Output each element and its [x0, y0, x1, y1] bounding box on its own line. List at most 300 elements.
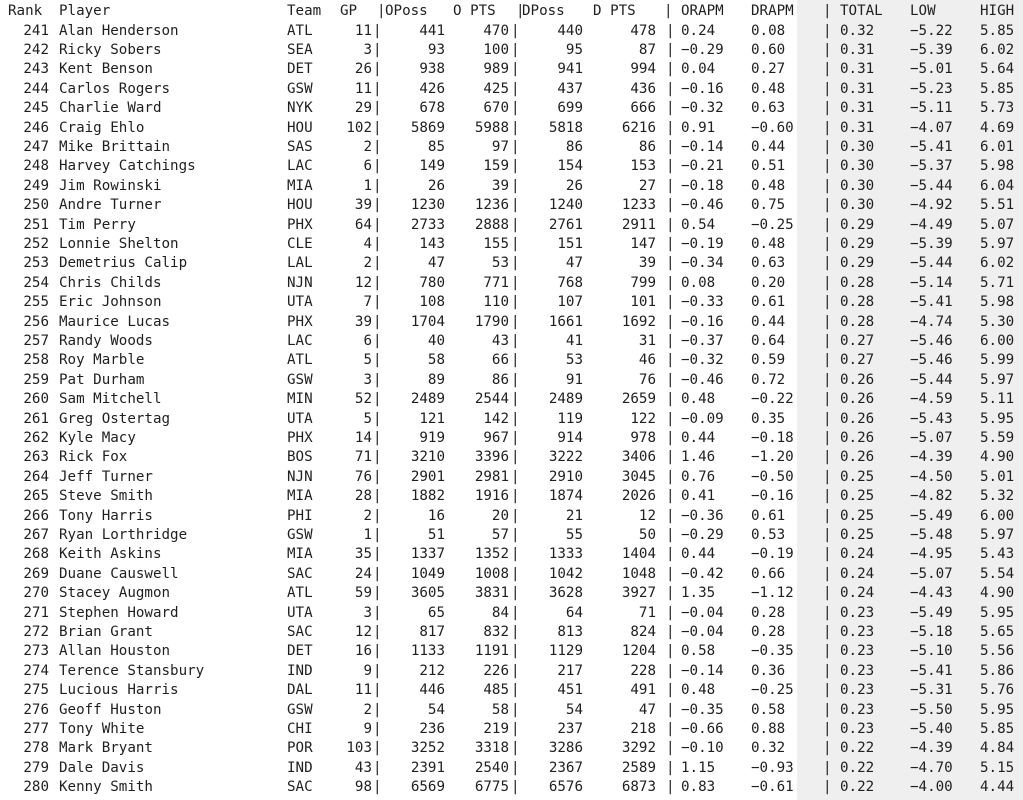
cell-low: −5.39	[910, 235, 953, 252]
separator-gp: |	[373, 449, 382, 466]
cell-dpts: 46	[638, 352, 656, 369]
separator-opts: |	[511, 779, 520, 796]
cell-dposs: 5818	[548, 119, 583, 136]
cell-rank: 260	[23, 391, 49, 408]
separator-opts: |	[511, 41, 520, 58]
cell-high: 6.02	[980, 255, 1015, 272]
cell-dpts: 31	[638, 332, 656, 349]
cell-player: Demetrius Calip	[59, 255, 188, 272]
cell-oposs: 16	[427, 507, 445, 524]
cell-oposs: 121	[419, 410, 445, 427]
cell-high: 6.04	[980, 177, 1015, 194]
cell-high: 5.85	[980, 80, 1015, 97]
cell-gp: 98	[354, 779, 372, 796]
cell-high: 6.01	[980, 138, 1015, 155]
cell-high: 6.00	[980, 332, 1015, 349]
separator-dpts: |	[666, 274, 675, 291]
cell-low: −5.10	[910, 643, 953, 660]
cell-dposs: 451	[557, 682, 583, 699]
cell-player: Lucious Harris	[59, 682, 179, 699]
separator-dpts: |	[666, 216, 675, 233]
table-row	[0, 584, 1023, 603]
cell-orapm: −0.46	[681, 197, 724, 214]
cell-low: −5.44	[910, 255, 953, 272]
cell-drapm: 0.28	[751, 604, 786, 621]
cell-oposs: 1230	[410, 197, 445, 214]
cell-opts: 1236	[474, 197, 509, 214]
cell-team: PHX	[287, 429, 313, 446]
cell-gp: 2	[363, 138, 372, 155]
cell-opts: 771	[483, 274, 509, 291]
separator-dpts: |	[666, 235, 675, 252]
cell-rank: 264	[23, 468, 49, 485]
cell-team: PHI	[287, 507, 313, 524]
cell-orapm: 0.44	[681, 546, 716, 563]
cell-dposs: 55	[565, 526, 583, 543]
cell-total: 0.22	[840, 740, 875, 757]
cell-opts: 3396	[474, 449, 509, 466]
cell-player: Stephen Howard	[59, 604, 179, 621]
cell-oposs: 1882	[410, 488, 445, 505]
separator-drapm: |	[823, 488, 832, 505]
cell-dposs: 91	[565, 371, 583, 388]
cell-team: IND	[287, 759, 313, 776]
cell-oposs: 919	[419, 429, 445, 446]
cell-total: 0.31	[840, 80, 875, 97]
table-row	[0, 99, 1023, 118]
cell-high: 5.15	[980, 759, 1015, 776]
cell-team: DET	[287, 643, 313, 660]
cell-orapm: −0.14	[681, 138, 724, 155]
cell-dposs: 914	[557, 429, 583, 446]
separator-opts: |	[511, 759, 520, 776]
cell-oposs: 212	[419, 662, 445, 679]
separator-opts: |	[511, 449, 520, 466]
cell-dpts: 1404	[621, 546, 656, 563]
table-row	[0, 604, 1023, 623]
cell-opts: 58	[491, 701, 509, 718]
table-row	[0, 642, 1023, 661]
cell-total: 0.29	[840, 255, 875, 272]
cell-low: −4.50	[910, 468, 953, 485]
cell-rank: 259	[23, 371, 49, 388]
cell-oposs: 2901	[410, 468, 445, 485]
cell-dpts: 39	[638, 255, 656, 272]
cell-low: −5.44	[910, 177, 953, 194]
cell-drapm: 0.27	[751, 61, 786, 78]
header-team: Team	[287, 3, 322, 19]
cell-rank: 279	[23, 759, 49, 776]
separator-opts: |	[511, 216, 520, 233]
cell-player: Roy Marble	[59, 352, 145, 369]
separator-gp: |	[373, 80, 382, 97]
cell-low: −4.49	[910, 216, 953, 233]
cell-orapm: −0.66	[681, 720, 724, 737]
cell-oposs: 65	[427, 604, 445, 621]
separator-opts: |	[511, 313, 520, 330]
cell-dposs: 107	[557, 294, 583, 311]
separator-drapm: |	[823, 41, 832, 58]
cell-opts: 425	[483, 80, 509, 97]
cell-gp: 52	[354, 391, 372, 408]
cell-opts: 3318	[474, 740, 509, 757]
cell-dposs: 64	[565, 604, 583, 621]
cell-orapm: −0.19	[681, 235, 724, 252]
cell-drapm: 0.28	[751, 623, 786, 640]
cell-player: Geoff Huston	[59, 701, 162, 718]
cell-team: SAS	[287, 138, 313, 155]
cell-gp: 1	[363, 177, 372, 194]
cell-drapm: −0.25	[751, 216, 794, 233]
cell-low: −5.01	[910, 61, 953, 78]
cell-opts: 66	[491, 352, 509, 369]
cell-player: Keith Askins	[59, 546, 162, 563]
cell-player: Duane Causwell	[59, 565, 179, 582]
cell-team: MIA	[287, 488, 313, 505]
separator-opts: |	[511, 22, 520, 39]
cell-rank: 248	[23, 158, 49, 175]
cell-dposs: 151	[557, 235, 583, 252]
cell-oposs: 938	[419, 61, 445, 78]
header-oposs: OPoss	[385, 3, 428, 19]
cell-low: −5.46	[910, 332, 953, 349]
cell-team: ATL	[287, 352, 313, 369]
cell-rank: 261	[23, 410, 49, 427]
separator-opts: |	[511, 158, 520, 175]
cell-opts: 832	[483, 623, 509, 640]
cell-low: −5.40	[910, 720, 953, 737]
cell-dpts: 101	[630, 294, 656, 311]
cell-player: Ryan Lorthridge	[59, 526, 188, 543]
separator-dpts: |	[666, 565, 675, 582]
cell-drapm: −0.16	[751, 488, 794, 505]
separator-gp: |	[373, 274, 382, 291]
cell-rank: 250	[23, 197, 49, 214]
cell-opts: 142	[483, 410, 509, 427]
separator-gp: |	[373, 371, 382, 388]
cell-high: 5.71	[980, 274, 1015, 291]
cell-dposs: 47	[565, 255, 583, 272]
separator-dpts: |	[666, 429, 675, 446]
cell-rank: 253	[23, 255, 49, 272]
cell-opts: 226	[483, 662, 509, 679]
cell-total: 0.22	[840, 779, 875, 796]
cell-player: Stacey Augmon	[59, 585, 171, 602]
table-row	[0, 274, 1023, 293]
cell-total: 0.32	[840, 22, 875, 39]
cell-dposs: 2367	[548, 759, 583, 776]
cell-drapm: 0.20	[751, 274, 786, 291]
cell-dpts: 47	[638, 701, 656, 718]
cell-orapm: −0.04	[681, 623, 724, 640]
header-total: TOTAL	[840, 3, 883, 19]
cell-oposs: 108	[419, 294, 445, 311]
cell-rank: 255	[23, 294, 49, 311]
cell-opts: 3831	[474, 585, 509, 602]
cell-team: SAC	[287, 623, 313, 640]
separator-dpts: |	[666, 138, 675, 155]
cell-drapm: −0.50	[751, 468, 794, 485]
cell-high: 5.11	[980, 391, 1015, 408]
separator-drapm: |	[823, 662, 832, 679]
cell-low: −5.37	[910, 158, 953, 175]
cell-oposs: 85	[427, 138, 445, 155]
table-row	[0, 507, 1023, 526]
cell-dposs: 2910	[548, 468, 583, 485]
separator-gp: |	[373, 604, 382, 621]
cell-gp: 1	[363, 526, 372, 543]
separator-opts: |	[511, 197, 520, 214]
cell-dpts: 666	[630, 100, 656, 117]
table-row	[0, 429, 1023, 448]
cell-team: LAC	[287, 158, 313, 175]
cell-opts: 39	[491, 177, 509, 194]
separator-drapm: |	[823, 313, 832, 330]
separator-gp: |	[373, 488, 382, 505]
cell-gp: 16	[354, 643, 372, 660]
cell-player: Harvey Catchings	[59, 158, 196, 175]
cell-dpts: 491	[630, 682, 656, 699]
cell-team: ATL	[287, 22, 313, 39]
cell-rank: 268	[23, 546, 49, 563]
separator-drapm: |	[823, 100, 832, 117]
cell-team: MIN	[287, 391, 313, 408]
separator-dpts: |	[666, 61, 675, 78]
cell-dpts: 3927	[621, 585, 656, 602]
cell-dpts: 86	[638, 138, 656, 155]
cell-dpts: 1692	[621, 313, 656, 330]
table-row	[0, 293, 1023, 312]
cell-player: Pat Durham	[59, 371, 145, 388]
table-row	[0, 390, 1023, 409]
separator-drapm: |	[823, 740, 832, 757]
cell-drapm: 0.48	[751, 177, 786, 194]
cell-total: 0.26	[840, 449, 875, 466]
cell-high: 5.59	[980, 429, 1015, 446]
separator-drapm: |	[823, 546, 832, 563]
cell-player: Jeff Turner	[59, 468, 153, 485]
separator-dpts: |	[666, 410, 675, 427]
cell-high: 5.51	[980, 197, 1015, 214]
cell-team: PHX	[287, 313, 313, 330]
cell-dposs: 2489	[548, 391, 583, 408]
cell-rank: 246	[23, 119, 49, 136]
separator-opts: |	[511, 119, 520, 136]
table-row	[0, 41, 1023, 60]
cell-rank: 269	[23, 565, 49, 582]
separator-drapm: |	[823, 565, 832, 582]
table-row	[0, 351, 1023, 370]
cell-dposs: 119	[557, 410, 583, 427]
separator-drapm: |	[823, 391, 832, 408]
separator-dpts: |	[666, 119, 675, 136]
separator-gp: |	[373, 119, 382, 136]
cell-dposs: 26	[565, 177, 583, 194]
cell-team: POR	[287, 740, 313, 757]
cell-high: 4.84	[980, 740, 1015, 757]
table-row	[0, 235, 1023, 254]
cell-opts: 989	[483, 61, 509, 78]
cell-drapm: 0.63	[751, 255, 786, 272]
cell-player: Kent Benson	[59, 61, 153, 78]
cell-oposs: 446	[419, 682, 445, 699]
separator-dpts: |	[666, 546, 675, 563]
cell-low: −5.48	[910, 526, 953, 543]
separator-gp: |	[373, 585, 382, 602]
cell-opts: 1352	[474, 546, 509, 563]
separator-dpts: |	[666, 177, 675, 194]
separator-drapm: |	[823, 585, 832, 602]
cell-gp: 59	[354, 585, 372, 602]
cell-dpts: 1204	[621, 643, 656, 660]
cell-player: Randy Woods	[59, 332, 153, 349]
separator-dpts: |	[666, 22, 675, 39]
cell-gp: 28	[354, 488, 372, 505]
cell-dposs: 237	[557, 720, 583, 737]
cell-gp: 7	[363, 294, 372, 311]
separator-gp: |	[373, 177, 382, 194]
cell-total: 0.31	[840, 41, 875, 58]
cell-oposs: 3210	[410, 449, 445, 466]
cell-high: 5.64	[980, 61, 1015, 78]
table-row	[0, 681, 1023, 700]
separator-gp: |	[373, 61, 382, 78]
cell-drapm: 0.44	[751, 138, 786, 155]
cell-drapm: 0.44	[751, 313, 786, 330]
cell-low: −4.74	[910, 313, 953, 330]
cell-drapm: 0.08	[751, 22, 786, 39]
separator-gp: |	[373, 235, 382, 252]
cell-opts: 967	[483, 429, 509, 446]
cell-gp: 3	[363, 371, 372, 388]
separator-dpts: |	[666, 526, 675, 543]
cell-rank: 244	[23, 80, 49, 97]
cell-oposs: 89	[427, 371, 445, 388]
cell-rank: 262	[23, 429, 49, 446]
table-row	[0, 623, 1023, 642]
cell-player: Kenny Smith	[59, 779, 153, 796]
separator-drapm: |	[823, 643, 832, 660]
cell-high: 5.30	[980, 313, 1015, 330]
cell-orapm: −0.32	[681, 100, 724, 117]
cell-high: 5.01	[980, 468, 1015, 485]
cell-orapm: −0.35	[681, 701, 724, 718]
cell-orapm: 0.41	[681, 488, 716, 505]
cell-dposs: 53	[565, 352, 583, 369]
separator-opts: |	[511, 546, 520, 563]
separator-dpts: |	[666, 643, 675, 660]
cell-opts: 110	[483, 294, 509, 311]
table-row	[0, 177, 1023, 196]
separator-opts: |	[511, 138, 520, 155]
cell-low: −5.49	[910, 507, 953, 524]
cell-team: UTA	[287, 604, 313, 621]
cell-dpts: 978	[630, 429, 656, 446]
cell-oposs: 817	[419, 623, 445, 640]
separator-gp: |	[373, 682, 382, 699]
cell-low: −4.92	[910, 197, 953, 214]
separator-opts: |	[511, 526, 520, 543]
table-row	[0, 778, 1023, 797]
cell-team: HOU	[287, 119, 313, 136]
cell-gp: 12	[354, 623, 372, 640]
cell-player: Craig Ehlo	[59, 119, 145, 136]
cell-orapm: −0.04	[681, 604, 724, 621]
cell-orapm: 0.04	[681, 61, 716, 78]
cell-low: −4.39	[910, 449, 953, 466]
cell-high: 5.43	[980, 546, 1015, 563]
cell-drapm: 0.36	[751, 662, 786, 679]
cell-opts: 5988	[474, 119, 509, 136]
header-player: Player	[59, 3, 111, 19]
cell-team: NJN	[287, 274, 313, 291]
cell-total: 0.28	[840, 313, 875, 330]
separator-dpts: |	[666, 507, 675, 524]
cell-drapm: 0.53	[751, 526, 786, 543]
cell-total: 0.24	[840, 546, 875, 563]
cell-team: PHX	[287, 216, 313, 233]
header-high: HIGH	[980, 3, 1015, 19]
cell-opts: 1191	[474, 643, 509, 660]
cell-low: −4.39	[910, 740, 953, 757]
cell-dposs: 699	[557, 100, 583, 117]
separator-gp: |	[373, 662, 382, 679]
cell-total: 0.25	[840, 507, 875, 524]
table-row	[0, 662, 1023, 681]
table-row	[0, 80, 1023, 99]
header-dpts: D PTS	[593, 3, 636, 19]
cell-opts: 670	[483, 100, 509, 117]
separator-gp: |	[373, 197, 382, 214]
cell-team: UTA	[287, 410, 313, 427]
separator-opts: |	[511, 701, 520, 718]
cell-dpts: 3292	[621, 740, 656, 757]
cell-dposs: 3628	[548, 585, 583, 602]
separator-dpts: |	[666, 158, 675, 175]
cell-oposs: 93	[427, 41, 445, 58]
separator-drapm: |	[823, 294, 832, 311]
cell-orapm: −0.29	[681, 526, 724, 543]
table-header	[0, 2, 1023, 21]
cell-drapm: −0.22	[751, 391, 794, 408]
separator-drapm: |	[823, 274, 832, 291]
cell-team: NJN	[287, 468, 313, 485]
cell-team: NYK	[287, 100, 313, 117]
cell-low: −5.41	[910, 138, 953, 155]
cell-team: IND	[287, 662, 313, 679]
cell-drapm: −0.61	[751, 779, 794, 796]
cell-opts: 84	[491, 604, 509, 621]
cell-orapm: 0.91	[681, 119, 716, 136]
separator-dpts: |	[666, 488, 675, 505]
separator-drapm: |	[823, 526, 832, 543]
cell-rank: 272	[23, 623, 49, 640]
cell-opts: 86	[491, 371, 509, 388]
cell-dposs: 1874	[548, 488, 583, 505]
separator-gp: |	[373, 332, 382, 349]
separator-drapm: |	[823, 410, 832, 427]
cell-rank: 280	[23, 779, 49, 796]
separator-dpts: |	[666, 313, 675, 330]
cell-total: 0.23	[840, 682, 875, 699]
separator-opts: |	[511, 410, 520, 427]
separator-drapm: |	[823, 158, 832, 175]
cell-low: −4.43	[910, 585, 953, 602]
table-row	[0, 410, 1023, 429]
cell-total: 0.31	[840, 100, 875, 117]
cell-rank: 247	[23, 138, 49, 155]
separator-dpts: |	[666, 391, 675, 408]
